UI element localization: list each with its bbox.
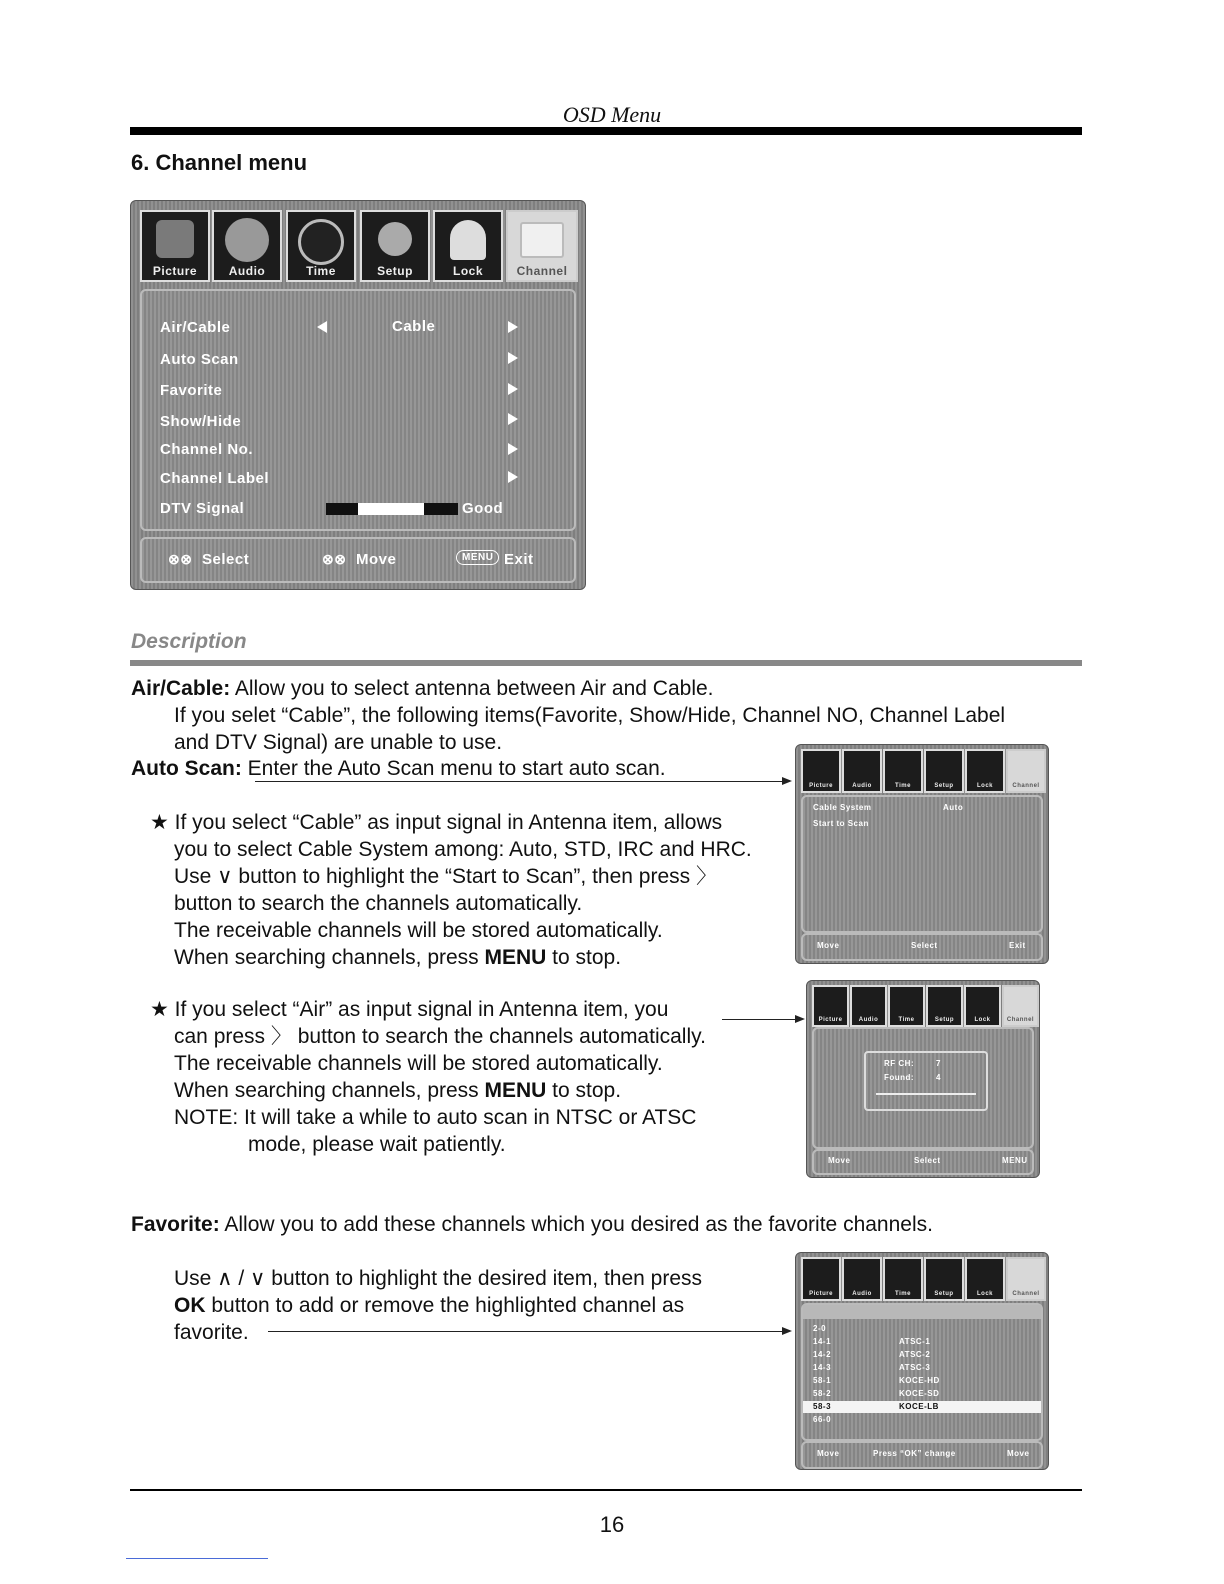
tab-label: Setup bbox=[377, 264, 413, 278]
rf-ch-label: RF CH: bbox=[884, 1059, 915, 1068]
rf-ch-value: 7 bbox=[936, 1059, 941, 1068]
menu-item-show-hide: Show/Hide bbox=[160, 413, 242, 430]
footer-select: Select bbox=[914, 1156, 941, 1165]
channel-row[interactable] bbox=[803, 1362, 1041, 1374]
osd-auto-scan-cable bbox=[795, 744, 1049, 964]
tab-audio bbox=[842, 749, 882, 793]
clock-icon bbox=[298, 219, 344, 265]
arrowhead-icon bbox=[782, 777, 792, 785]
tab-picture bbox=[801, 749, 841, 793]
right-arrow-icon bbox=[508, 352, 518, 364]
channel-list-header bbox=[803, 1305, 1041, 1319]
tab-audio bbox=[842, 1257, 882, 1301]
osd-channel-menu bbox=[130, 200, 586, 590]
menu-item-air-cable: Air/Cable bbox=[160, 319, 231, 336]
cable-line-2: you to select Cable System among: Auto, STD, IRC and HRC. bbox=[174, 838, 752, 861]
footer-rule bbox=[130, 1489, 1082, 1491]
right-arrow-icon bbox=[508, 443, 518, 455]
tab-channel bbox=[1006, 1257, 1046, 1301]
channel-row[interactable] bbox=[803, 1375, 1041, 1387]
tab-label: Picture bbox=[809, 783, 833, 789]
tab-channel bbox=[1006, 749, 1046, 793]
tab-lock bbox=[965, 749, 1005, 793]
cable-system-label: Cable System bbox=[813, 803, 872, 812]
leftright-icon: ⊗⊗ bbox=[322, 551, 347, 567]
favorite-line-1: Use ∧ / ∨ button to highlight the desired item, then press bbox=[174, 1267, 703, 1290]
tab-setup bbox=[924, 749, 964, 793]
auto-scan-leader-line bbox=[255, 781, 783, 782]
start-to-scan-label: Start to Scan bbox=[813, 819, 869, 828]
footer-bar bbox=[140, 537, 576, 583]
tab-time bbox=[883, 1257, 923, 1301]
tab-label: Channel bbox=[1012, 1291, 1040, 1297]
channel-row[interactable] bbox=[803, 1388, 1041, 1400]
description-rule bbox=[130, 660, 1082, 666]
channel-name: KOCE-HD bbox=[899, 1376, 940, 1385]
footer-bar bbox=[801, 933, 1043, 961]
air-cable-line2: If you selet “Cable”, the following items(Favorite, Show/Hide, Channel NO, Channel Label bbox=[174, 704, 1006, 727]
tab-label: Audio bbox=[852, 783, 872, 789]
tab-lock bbox=[433, 210, 503, 282]
air-cable-value: Cable bbox=[392, 318, 436, 335]
tab-lock bbox=[964, 985, 1001, 1027]
tab-audio bbox=[212, 210, 282, 282]
cable-line-6 bbox=[174, 944, 621, 971]
tab-setup bbox=[924, 1257, 964, 1301]
air-line-2: can press 〉 button to search the channels automatically. bbox=[174, 1025, 706, 1048]
channel-number: 14-2 bbox=[813, 1350, 832, 1359]
air-cable-text: Allow you to select antenna between Air and Cable. bbox=[230, 677, 714, 700]
updown-icon: ⊗⊗ bbox=[168, 551, 193, 567]
page-header-title: OSD Menu bbox=[562, 102, 662, 127]
tab-audio bbox=[850, 985, 887, 1027]
footer-move: Move bbox=[828, 1156, 851, 1165]
scan-progress-box bbox=[864, 1051, 988, 1111]
auto-scan-term: Auto Scan: bbox=[131, 757, 242, 780]
header-rule bbox=[130, 127, 1082, 135]
scan-progress-bar bbox=[876, 1093, 976, 1095]
headphones-icon bbox=[225, 218, 269, 262]
channel-row[interactable] bbox=[803, 1349, 1041, 1361]
right-arrow-icon bbox=[508, 471, 518, 483]
auto-scan-paragraph bbox=[131, 755, 666, 782]
channel-number: 2-0 bbox=[813, 1324, 827, 1333]
channel-row[interactable] bbox=[803, 1336, 1041, 1348]
cable-line-3: Use ∨ button to highlight the “Start to Scan”, then press 〉 bbox=[174, 865, 717, 888]
tab-picture bbox=[140, 210, 210, 282]
footer-move: Move bbox=[817, 941, 840, 950]
footer-select: Select bbox=[202, 551, 250, 568]
tab-label: Channel bbox=[1006, 1017, 1035, 1023]
tv-icon bbox=[520, 222, 564, 258]
air-line-1: ★ If you select “Air” as input signal in Antenna item, you bbox=[150, 998, 669, 1021]
page-number: 16 bbox=[599, 1512, 625, 1537]
gear-icon bbox=[378, 222, 412, 256]
channel-number: 14-3 bbox=[813, 1363, 832, 1372]
air-line-3: The receivable channels will be stored automatically. bbox=[174, 1052, 663, 1075]
tab-label: Audio bbox=[852, 1291, 872, 1297]
footer-menu: MENU bbox=[1002, 1156, 1028, 1165]
cable-line-5: The receivable channels will be stored automatically. bbox=[174, 919, 663, 942]
tab-channel bbox=[1002, 985, 1039, 1027]
channel-row[interactable] bbox=[803, 1401, 1041, 1413]
channel-number: 14-1 bbox=[813, 1337, 832, 1346]
cable-line-6-text: When searching channels, press bbox=[174, 946, 485, 969]
tab-time bbox=[888, 985, 925, 1027]
cable-line-1: ★ If you select “Cable” as input signal in Antenna item, allows bbox=[150, 811, 723, 834]
camera-icon bbox=[156, 220, 194, 258]
bottom-link-line bbox=[126, 1558, 268, 1559]
found-value: 4 bbox=[936, 1073, 941, 1082]
footer-move: Move bbox=[817, 1449, 840, 1458]
tab-lock bbox=[965, 1257, 1005, 1301]
footer-move-2: Move bbox=[1007, 1449, 1030, 1458]
favorite-leader-line bbox=[268, 1331, 783, 1332]
found-label: Found: bbox=[884, 1073, 915, 1082]
channel-name: ATSC-1 bbox=[899, 1337, 931, 1346]
osd-favorite bbox=[795, 1252, 1049, 1470]
ok-word: OK bbox=[174, 1294, 206, 1317]
channel-row[interactable] bbox=[803, 1323, 1041, 1335]
tab-label: Picture bbox=[809, 1291, 833, 1297]
tab-label: Time bbox=[895, 783, 911, 789]
tab-label: Setup bbox=[934, 1291, 954, 1297]
lock-icon bbox=[450, 220, 486, 260]
footer-exit: Exit bbox=[1009, 941, 1026, 950]
air-cable-line3: and DTV Signal) are unable to use. bbox=[174, 731, 503, 754]
menu-item-auto-scan: Auto Scan bbox=[160, 351, 239, 368]
channel-number: 58-2 bbox=[813, 1389, 832, 1398]
scan-panel bbox=[812, 1027, 1034, 1149]
tab-label: Time bbox=[306, 264, 336, 278]
dtv-signal-value: Good bbox=[462, 500, 504, 517]
tab-label: Channel bbox=[516, 264, 568, 278]
menu-item-channel-no: Channel No. bbox=[160, 441, 254, 458]
left-arrow-icon bbox=[317, 321, 327, 333]
tab-setup bbox=[360, 210, 430, 282]
channel-name: KOCE-SD bbox=[899, 1389, 940, 1398]
tab-label: Lock bbox=[452, 264, 483, 278]
favorite-paragraph bbox=[131, 1211, 933, 1238]
right-arrow-icon bbox=[508, 383, 518, 395]
tab-label: Setup bbox=[934, 1017, 955, 1023]
to-stop: to stop. bbox=[546, 1079, 622, 1102]
arrowhead-icon bbox=[795, 1015, 805, 1023]
signal-bar-fill bbox=[358, 503, 424, 515]
cable-line-4: button to search the channels automatically. bbox=[174, 892, 583, 915]
channel-number: 66-0 bbox=[813, 1415, 832, 1424]
auto-scan-text: Enter the Auto Scan menu to start auto scan. bbox=[241, 757, 666, 780]
tab-label: Audio bbox=[858, 1017, 879, 1023]
channel-name: ATSC-2 bbox=[899, 1350, 931, 1359]
tab-channel bbox=[506, 210, 578, 282]
menu-word: MENU bbox=[484, 1079, 547, 1102]
favorite-line-2-text: button to add or remove the highlighted channel as bbox=[205, 1294, 685, 1317]
air-line-4-text: When searching channels, press bbox=[174, 1079, 485, 1102]
channel-name: ATSC-3 bbox=[899, 1363, 931, 1372]
favorite-line-2 bbox=[174, 1292, 684, 1319]
air-cable-term: Air/Cable: bbox=[131, 677, 231, 700]
description-title: Description bbox=[131, 630, 247, 653]
section-title: 6. Channel menu bbox=[131, 150, 308, 175]
tab-label: Channel bbox=[1012, 783, 1040, 789]
footer-move: Move bbox=[356, 551, 397, 568]
tab-label: Time bbox=[898, 1017, 915, 1023]
menu-panel bbox=[140, 289, 576, 531]
air-line-4 bbox=[174, 1077, 621, 1104]
footer-bar bbox=[801, 1441, 1043, 1469]
tab-label: Lock bbox=[976, 783, 993, 789]
cable-system-value: Auto bbox=[943, 803, 964, 812]
favorite-line-3: favorite. bbox=[174, 1321, 249, 1344]
right-arrow-icon bbox=[508, 413, 518, 425]
tab-picture bbox=[801, 1257, 841, 1301]
favorite-term: Favorite: bbox=[131, 1213, 220, 1236]
footer-exit: Exit bbox=[504, 551, 534, 568]
to-stop: to stop. bbox=[546, 946, 622, 969]
dtv-signal-label: DTV Signal bbox=[160, 500, 245, 517]
tab-label: Picture bbox=[818, 1017, 843, 1023]
tab-label: Audio bbox=[228, 264, 266, 278]
tab-label: Setup bbox=[934, 783, 954, 789]
osd-auto-scan-air bbox=[806, 980, 1040, 1178]
favorite-text: Allow you to add these channels which you desired as the favorite channels. bbox=[219, 1213, 933, 1236]
note-line-1: NOTE: It will take a while to auto scan in NTSC or ATSC bbox=[174, 1106, 697, 1129]
right-arrow-icon bbox=[508, 321, 518, 333]
menu-item-channel-label: Channel Label bbox=[160, 470, 270, 487]
arrowhead-icon bbox=[782, 1327, 792, 1335]
menu-item-favorite: Favorite bbox=[160, 382, 223, 399]
tab-label: Time bbox=[895, 1291, 911, 1297]
air-cable-paragraph bbox=[131, 675, 714, 702]
tab-label: Picture bbox=[152, 264, 198, 278]
tab-label: Lock bbox=[976, 1291, 993, 1297]
tab-picture bbox=[812, 985, 849, 1027]
signal-bar bbox=[326, 503, 458, 515]
note-line-2: mode, please wait patiently. bbox=[248, 1133, 506, 1156]
channel-number: 58-1 bbox=[813, 1376, 832, 1385]
channel-row[interactable] bbox=[803, 1414, 1041, 1426]
channel-list-panel bbox=[801, 1303, 1043, 1441]
tab-label: Lock bbox=[974, 1017, 991, 1023]
scan-panel bbox=[801, 795, 1043, 933]
channel-number: 58-3 bbox=[813, 1402, 832, 1411]
footer-bar bbox=[812, 1149, 1034, 1175]
menu-word: MENU bbox=[484, 946, 547, 969]
footer-change: Press “OK” change bbox=[873, 1449, 956, 1458]
channel-name: KOCE-LB bbox=[899, 1402, 939, 1411]
menu-key-icon: MENU bbox=[456, 550, 499, 565]
tab-setup bbox=[926, 985, 963, 1027]
footer-select: Select bbox=[911, 941, 938, 950]
air-leader-line bbox=[722, 1019, 796, 1020]
tab-time bbox=[286, 210, 356, 282]
tab-time bbox=[883, 749, 923, 793]
